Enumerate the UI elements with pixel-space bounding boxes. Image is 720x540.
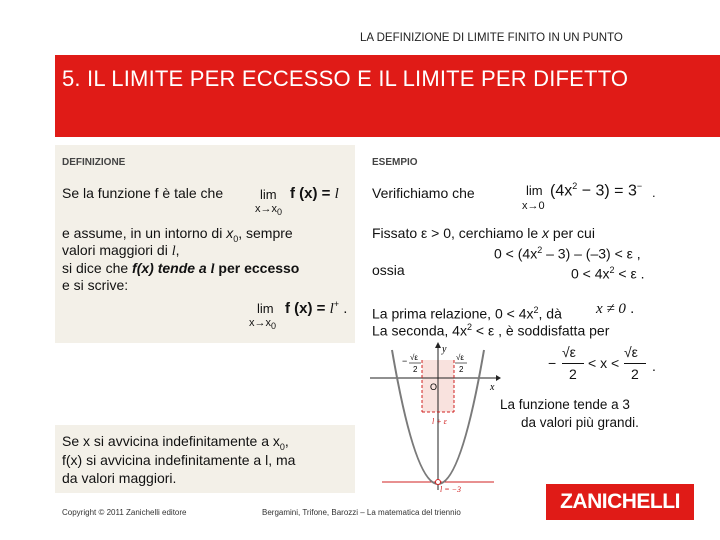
note-line-3: da valori maggiori.	[62, 470, 177, 486]
rel1-cond: x ≠ 0	[596, 301, 626, 317]
example-inequality-1	[494, 242, 641, 263]
ex-lim-subscript	[522, 200, 545, 212]
rel1-pre: La prima relazione, 0 < 4x	[372, 305, 534, 322]
def-line2-post: , sempre	[238, 225, 293, 241]
l-symbol: l	[334, 186, 339, 202]
neg-root-num: √ε	[410, 353, 418, 362]
formula-dot: .	[343, 300, 348, 317]
example-fix-line	[372, 225, 595, 242]
note-line-2: f(x) si avvicina indefinitamente a l, ma	[62, 452, 296, 468]
ex-dot: .	[652, 185, 656, 200]
sub-arrow: →	[260, 203, 272, 215]
lim-label-2: lim	[257, 301, 274, 316]
interval-right-bar	[624, 363, 646, 364]
rel2-pre: La seconda, 4x	[372, 322, 467, 339]
rel2-exp: 2	[466, 322, 472, 332]
rel1-dot: .	[630, 300, 635, 317]
example-ossia: ossia	[372, 262, 405, 278]
interval-right-den: 2	[631, 366, 639, 382]
def-line3-l: l	[171, 244, 176, 259]
def-line4-bold: f(x) tende a	[132, 260, 211, 276]
ineq2-post: < ε .	[614, 265, 645, 282]
def-line3-text: valori maggiori di	[62, 242, 172, 258]
sub-zero-2: 0	[271, 321, 277, 332]
note-line1-sub: 0	[279, 441, 285, 452]
fx-text: f (x) =	[290, 185, 331, 202]
neg-sign-label: −	[402, 356, 408, 366]
def-line4-pre: si dice che	[62, 260, 133, 276]
ex-expr-close: − 3) = 3	[577, 182, 637, 200]
example-relation-2	[372, 319, 609, 340]
definition-heading: DEFINIZIONE	[62, 157, 126, 168]
ex-expression	[550, 181, 642, 200]
definition-line-1: Se la funzione f è tale che	[62, 185, 224, 201]
plus-sup: +	[333, 299, 340, 309]
ex-sub-x: x	[522, 200, 528, 212]
lim-subscript	[255, 203, 282, 217]
l-plus-eps-label: l + ε	[432, 417, 447, 426]
lim-subscript-2	[249, 317, 276, 331]
definition-line-4	[62, 260, 299, 278]
zanichelli-logo: ZANICHELLI	[546, 484, 694, 520]
fx-text-2: f (x) =	[285, 300, 326, 317]
example-heading: ESEMPIO	[372, 157, 418, 168]
footer-copyright: Copyright © 2011 Zanichelli editore	[62, 508, 187, 517]
fix-pre: Fissato ε > 0, cerchiamo le	[372, 225, 543, 241]
rel1-exp: 2	[533, 305, 539, 315]
interval-minus: −	[548, 355, 557, 371]
definition-line-5: e si scrive:	[62, 277, 129, 293]
sub-x0: x	[271, 203, 277, 215]
fix-post: per cui	[549, 225, 595, 241]
lim-label: lim	[260, 187, 277, 202]
interval-left-num: √ε	[562, 344, 576, 360]
sub-x: x	[255, 203, 261, 215]
slide-subtitle: LA DEFINIZIONE DI LIMITE FINITO IN UN PUNTO	[360, 32, 623, 44]
example-line-1: Verifichiamo che	[372, 185, 475, 201]
fx-label-2	[285, 299, 347, 318]
def-line4-l: l	[210, 262, 215, 277]
example-conclusion-1: La funzione tende a 3	[500, 397, 630, 412]
interval-left-bar	[562, 363, 584, 364]
x-axis-label: x	[490, 382, 495, 393]
ex-sub-0: 0	[538, 200, 545, 212]
footer-authors: Bergamini, Trifone, Barozzi – La matematica del triennio	[262, 508, 461, 517]
def-line2-pre: e assume, in un intorno di	[62, 225, 227, 241]
l-value-label: l = −3	[440, 485, 462, 494]
example-inequality-2	[571, 262, 645, 283]
interval-left-den: 2	[569, 366, 577, 382]
ex-exp-minus: −	[636, 181, 643, 191]
neg-root-den: 2	[413, 365, 418, 374]
l-symbol-2: l	[329, 301, 334, 317]
ineq2-pre: 0 < 4x	[571, 265, 610, 282]
example-interval	[548, 342, 668, 388]
example-formula	[522, 177, 672, 217]
ineq1-post: – 3) – (–3) < ε ,	[542, 245, 641, 262]
parabola-graph	[362, 340, 502, 495]
sub-x-2: x	[249, 317, 255, 329]
def-line3-end: ,	[175, 242, 180, 258]
note-line1-post: ,	[284, 433, 289, 449]
pos-root-num: √ε	[456, 353, 464, 362]
interval-middle: < x <	[588, 355, 620, 371]
ex-lim-label: lim	[526, 183, 543, 198]
def-line4-post: per eccesso	[214, 260, 300, 276]
y-axis-label: y	[442, 344, 447, 355]
ex-sub-arrow: →	[527, 200, 539, 212]
origin-label: O	[430, 382, 438, 392]
ex-expr-open: (4x	[550, 182, 573, 200]
ineq2-exp: 2	[609, 265, 615, 275]
sub-arrow-2: →	[254, 317, 266, 329]
fix-x: x	[542, 225, 550, 241]
interval-right-num: √ε	[624, 344, 638, 360]
note-line1-pre: Se x si avvicina indefinitamente a x	[62, 433, 280, 449]
sub-x0-2: x	[265, 317, 271, 329]
definition-formula-2	[249, 297, 355, 333]
rel2-post: < ε , è soddisfatta per	[471, 322, 610, 339]
def-line2-var: x	[226, 225, 234, 241]
ex-exp2: 2	[572, 181, 578, 191]
slide-title: 5. IL LIMITE PER ECCESSO E IL LIMITE PER DIFETTO	[62, 66, 629, 91]
sub-zero: 0	[277, 207, 283, 218]
rel1-post: , dà	[538, 305, 562, 322]
example-relation-condition	[596, 300, 634, 318]
definition-line-3	[62, 242, 180, 260]
example-conclusion-2: da valori più grandi.	[521, 415, 639, 430]
interval-dot: .	[652, 358, 656, 374]
def-line2-sub: 0	[233, 233, 239, 244]
fx-label	[290, 185, 339, 203]
definition-formula-1	[255, 183, 353, 219]
vertex-point	[436, 480, 441, 485]
ineq1-exp: 2	[537, 245, 543, 255]
pos-root-den: 2	[459, 365, 464, 374]
ineq1-pre: 0 < (4x	[494, 245, 538, 262]
